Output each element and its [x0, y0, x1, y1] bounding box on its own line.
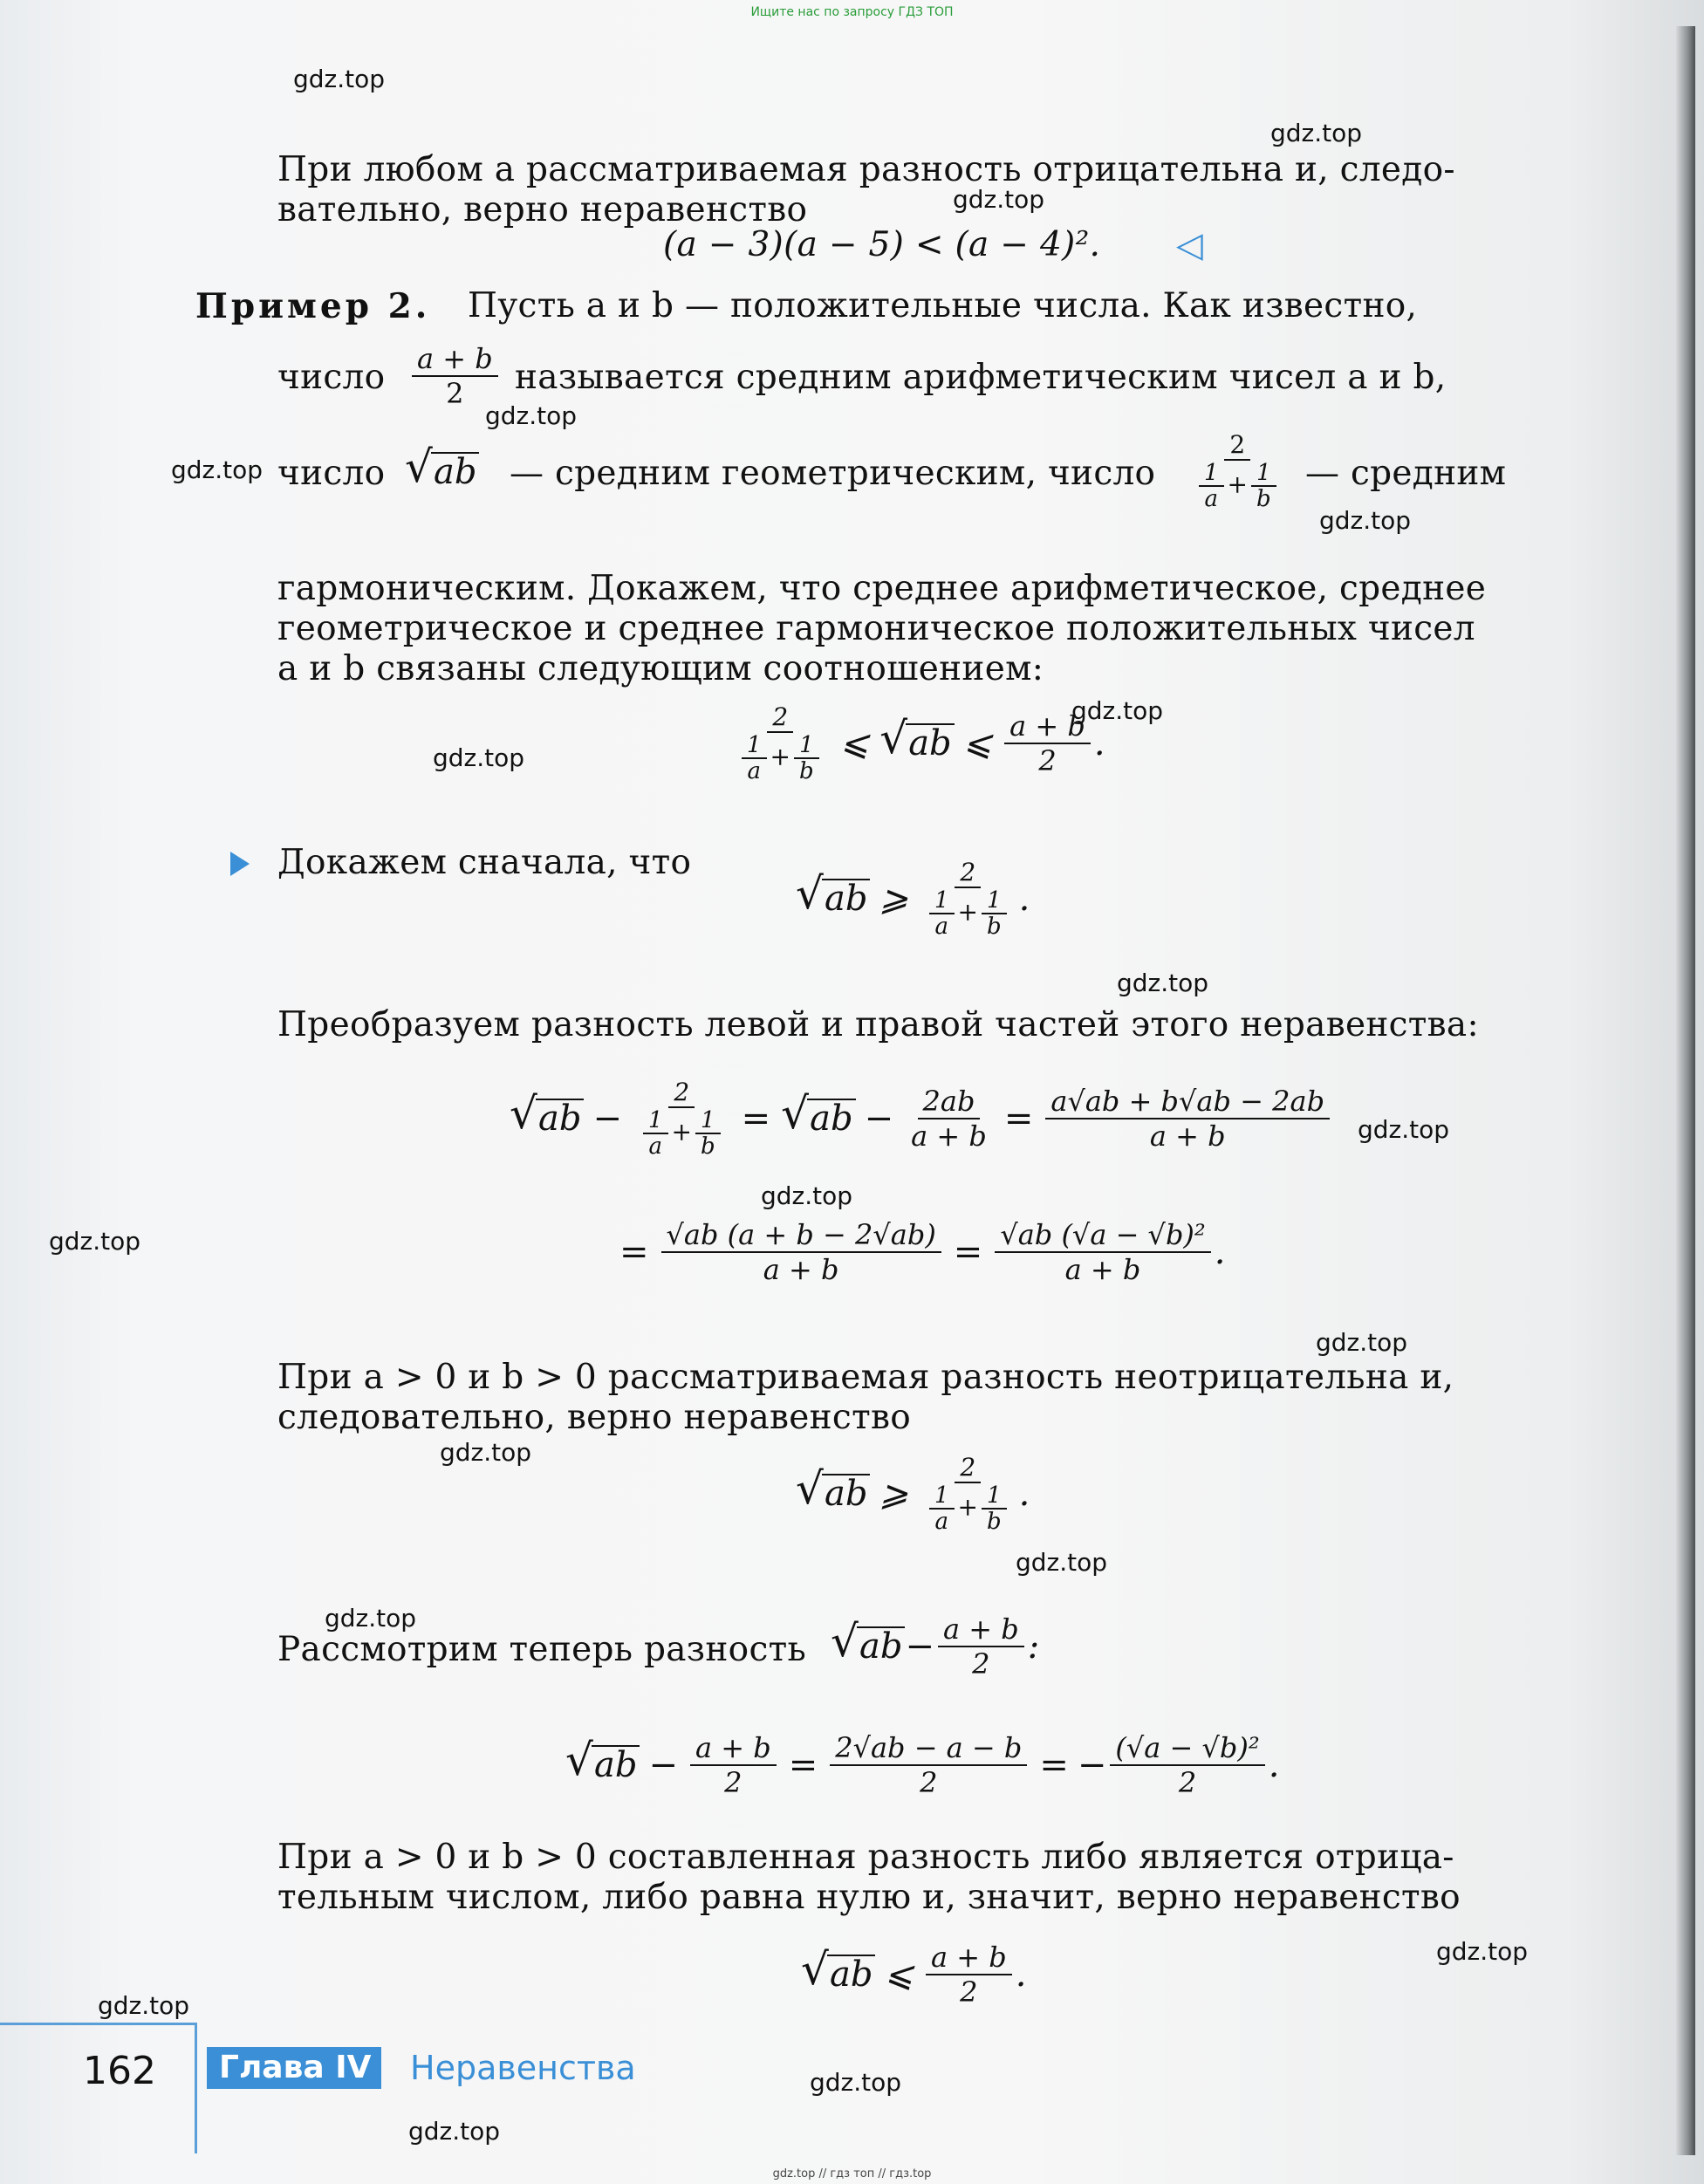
equation-line-1: √ ab − 2 $\frac{1}{a}$ + $\frac{1}{b}$ = √ ab − $\frac{2ab}{a + b}$ = $\frac{a√ab + b√ab - 2ab}{a + b}$ [508, 1078, 1333, 1159]
text-line: следовательно, верно неравенство [277, 1398, 911, 1437]
text-line: — средним геометрическим, число [510, 454, 1156, 493]
watermark: gdz.top [810, 2068, 902, 2097]
text-line: называется средним арифметическим чисел a и b, [515, 358, 1447, 397]
denominator: 2 [446, 377, 464, 410]
text-line: — средним [1305, 454, 1507, 493]
text-line: тельным числом, либо равна нулю и, значит, верно неравенство [277, 1878, 1461, 1917]
text-line: Докажем сначала, что [277, 843, 692, 882]
watermark: gdz.top [433, 743, 525, 772]
text-line: геометрическое и среднее гармоническое положительных чисел [277, 609, 1475, 648]
watermark: gdz.top [408, 2117, 501, 2146]
watermark: gdz.top [485, 401, 578, 430]
text-line: Пусть a и b — положительные числа. Как известно, [468, 286, 1418, 325]
text-line: Рассмотрим теперь разность [277, 1630, 806, 1669]
watermark: gdz.top [293, 65, 386, 93]
text-line: При a > 0 и b > 0 составленная разность либо является отрица- [277, 1838, 1454, 1877]
text-line: Преобразуем разность левой и правой частей этого неравенства: [277, 1005, 1479, 1044]
equation-line-3: √ ab − $\frac{a + b}{2}$ = $\frac{2√ab - a - b}{2}$ = − $\frac{\text{(√a − √b)²}}{2}$ . [564, 1731, 1279, 1799]
watermark: gdz.top [1016, 1548, 1108, 1577]
difference-expression: √ ab − $\frac{a + b}{2}$ : [829, 1612, 1039, 1681]
bottom-note: gdz.top // гдз топ // гдз.top [772, 2167, 932, 2181]
inequality-gm-hm: √ ab ⩾ 2 $\frac{1}{a}$ + $\frac{1}{b}$ . [794, 859, 1030, 939]
geometric-mean: √ ab [403, 452, 479, 492]
watermark: gdz.top [1436, 1937, 1529, 1966]
watermark: gdz.top [953, 185, 1045, 214]
watermark: gdz.top [1071, 696, 1164, 725]
text-line: число [277, 454, 386, 493]
footer-rule [0, 2023, 196, 2025]
watermark: gdz.top [761, 1181, 853, 1210]
watermark: gdz.top [171, 455, 263, 484]
text-line: число [277, 358, 386, 397]
watermark: gdz.top [1358, 1115, 1450, 1144]
proof-end-icon: ◁ [1176, 225, 1203, 265]
arithmetic-mean-fraction [408, 342, 502, 410]
watermark: gdz.top [49, 1227, 141, 1256]
numerator: a + b [412, 342, 498, 377]
proof-start-icon [230, 852, 250, 876]
watermark: gdz.top [440, 1438, 532, 1467]
text-line: гармоническим. Докажем, что среднее арифметическое, среднее [277, 569, 1487, 608]
watermark: gdz.top [1117, 969, 1209, 997]
inequality-gm-hm-2: √ ab ⩾ 2 $\frac{1}{a}$ + $\frac{1}{b}$ . [794, 1454, 1030, 1534]
equation-line-2: = $\frac{√ab (a + b - 2√ab)}{a + b}$ = $\frac{\text{√ab (√a − √b)²}}{a + b}$ . [619, 1218, 1226, 1286]
means-inequality: 2 $\frac{1}{a}$ + $\frac{1}{b}$ ⩽ √ ab ⩽ $\frac{a + b}{2}$ . [729, 703, 1105, 784]
harmonic-mean-fraction: 2 $\frac{1}{a}$ + $\frac{1}{b}$ [1187, 431, 1289, 511]
page-number: 162 [83, 2049, 156, 2093]
text-line: При a > 0 и b > 0 рассматриваемая разность неотрицательна и, [277, 1358, 1454, 1397]
watermark: gdz.top [1270, 119, 1363, 147]
inequality: (a − 3)(a − 5) < (a − 4)². [663, 225, 1101, 264]
text-line: При любом a рассматриваемая разность отрицательна и, следо- [277, 150, 1455, 189]
top-note: Ищите нас по запросу ГДЗ ТОП [750, 5, 954, 19]
text-line: вательно, верно неравенство [277, 190, 808, 229]
watermark: gdz.top [325, 1604, 417, 1633]
footer-rule-vertical [195, 2023, 197, 2153]
watermark: gdz.top [1319, 506, 1412, 535]
text-line: a и b связаны следующим соотношением: [277, 649, 1044, 688]
inequality-gm-am: √ ab ⩽ $\frac{a + b}{2}$ . [799, 1941, 1026, 2009]
watermark: gdz.top [98, 1991, 190, 2020]
book-spine [1676, 26, 1695, 2155]
chapter-badge: Глава IV [207, 2047, 381, 2089]
chapter-title: Неравенства [410, 2049, 636, 2087]
watermark: gdz.top [1316, 1328, 1408, 1357]
example-label: Пример 2. [195, 286, 431, 326]
